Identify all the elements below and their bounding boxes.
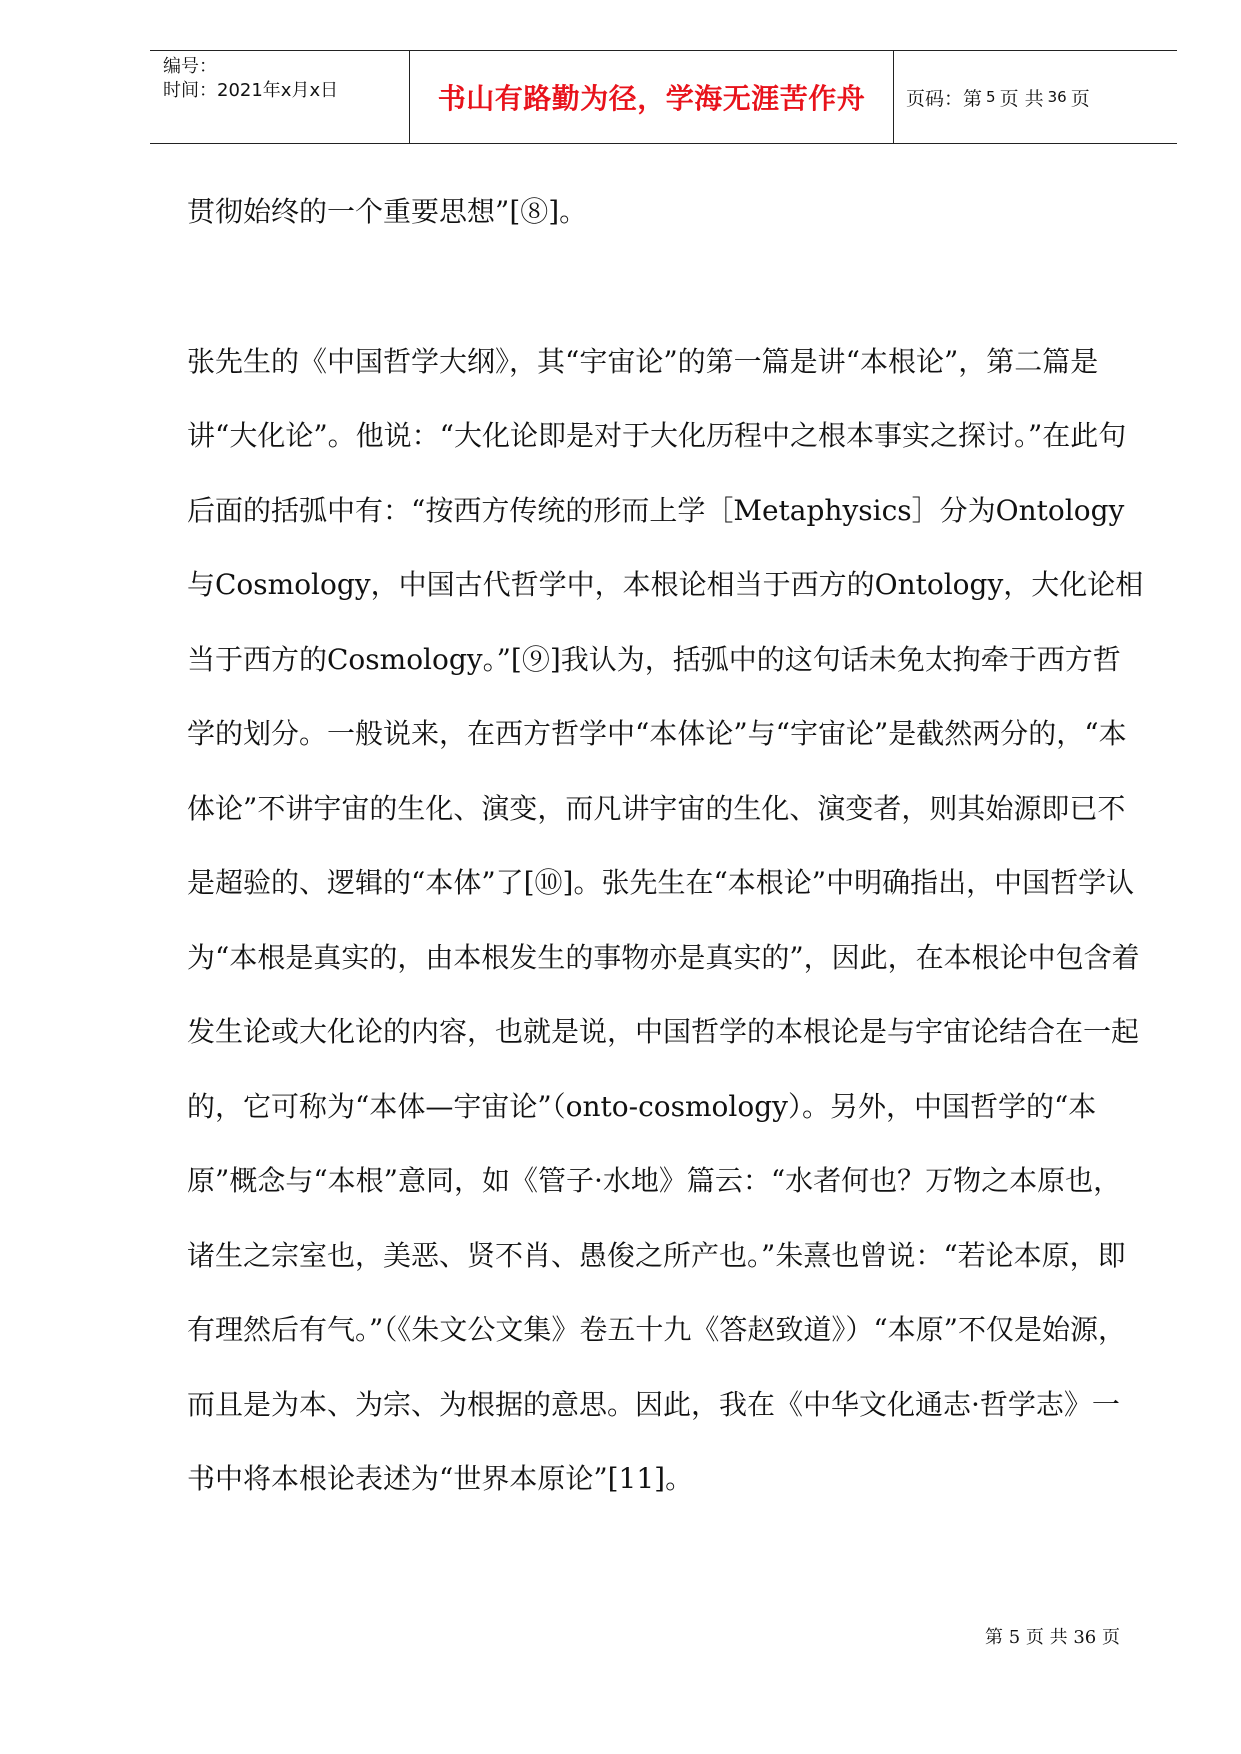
doc-number-label: 编号： bbox=[163, 56, 217, 77]
page-current: 5 bbox=[986, 88, 996, 106]
header-motto-cell bbox=[410, 51, 894, 143]
header-meta bbox=[150, 51, 410, 143]
page-header bbox=[150, 50, 1177, 144]
page-footer: 第 5 页 共 36 页 bbox=[985, 1627, 1120, 1648]
page-suffix: 页 bbox=[1070, 87, 1090, 110]
paragraph-gap bbox=[187, 250, 1147, 325]
paragraph-2: 张先生的《中国哲学大纲》，其“宇宙论”的第一篇是讲“本根论”，第二篇是讲“大化论”。他说：“大化论即是对于大化历程中之根本事实之探讨。”在此句后面的括弧中有：“按西方传统的形而上学［Metaphysics］分为Ontology与Cosmology，中国古代哲学中，本根论相当于西方的Ontology，大化论相当于西方的Cosmology。”[⑨]我认为，括弧中的这句话未免太拘牵于西方哲学的划分。一般说来，在西方哲学中“本体论”与“宇宙论”是截然两分的，“本体论”不讲宇宙的生化、演变，而凡讲宇宙的生化、演变者，则其始源即已不是超验的、逻辑的“本体”了[⑩]。张先生在“本根论”中明确指出，中国哲学认为“本根是真实的，由本根发生的事物亦是真实的”，因此，在本根论中包含着发生论或大化论的内容，也就是说，中国哲学的本根论是与宇宙论结合在一起的，它可称为“本体—宇宙论”（onto-cosmology）。另外，中国哲学的“本原”概念与“本根”意同，如《管子·水地》篇云：“水者何也？万物之本原也，诸生之宗室也，美恶、贤不肖、愚俊之所产也。”朱熹也曾说：“若论本原，即有理然后有气。”（《朱文公文集》卷五十九《答赵致道》）“本原”不仅是始源，而且是为本、为宗、为根据的意思。因此，我在《中华文化通志·哲学志》一书中将本根论表述为“世界本原论”[11]。 bbox=[187, 344, 1144, 1495]
header-motto: 书山有路勤为径，学海无涯苦作舟 bbox=[437, 82, 866, 115]
header-page-info bbox=[894, 51, 1177, 143]
page-prefix: 页码：第 bbox=[906, 87, 983, 110]
page-mid: 页 共 bbox=[999, 87, 1044, 110]
document-body bbox=[187, 175, 1147, 1517]
paragraph-1: 贯彻始终的一个重要思想”[⑧]。 bbox=[187, 195, 588, 228]
doc-time-label: 时间：2021年x月x日 bbox=[163, 80, 339, 101]
page-total: 36 bbox=[1047, 88, 1067, 106]
